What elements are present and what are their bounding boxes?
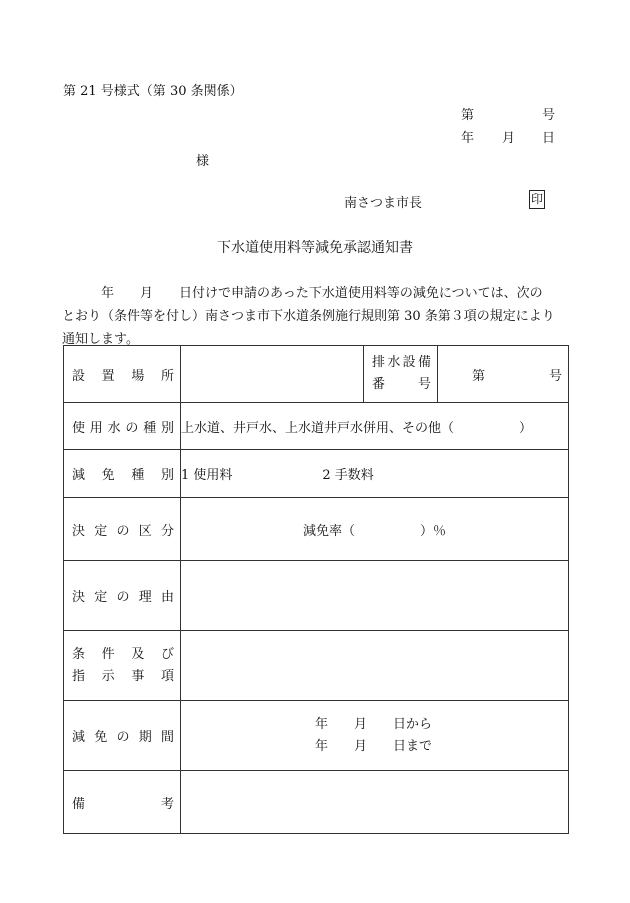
- reason-value[interactable]: [181, 561, 569, 631]
- drain-number-label: [364, 346, 438, 403]
- form-number: 第 21 号様式（第 30 条関係）: [63, 84, 243, 99]
- drain-label-line-1: 排 水 設 備: [372, 355, 431, 370]
- drain-number-prefix: 第: [472, 368, 486, 384]
- doc-number-suffix: 号: [542, 108, 556, 123]
- conditions-label-line-1: 条 件 及 び: [72, 646, 174, 662]
- drain-number-suffix: 号: [548, 368, 562, 384]
- conditions-value[interactable]: [181, 631, 569, 701]
- exemption-type-label: 減 免 種 別: [64, 450, 181, 498]
- drain-label-line-2: 番 号: [372, 377, 431, 392]
- remarks-value[interactable]: [181, 771, 569, 834]
- date-year: 年: [461, 131, 475, 146]
- location-value[interactable]: [181, 346, 364, 403]
- row-decision: [64, 498, 569, 561]
- addressee-suffix: 様: [196, 154, 210, 169]
- body-line-3: 通知します。: [62, 332, 139, 347]
- body-text: [62, 282, 570, 351]
- reason-label: 決 定 の 理 由: [64, 561, 181, 631]
- doc-number-prefix: 第: [461, 108, 475, 123]
- row-exemption-type: [64, 450, 569, 498]
- drain-number-value[interactable]: [438, 346, 569, 403]
- exemption-type-value[interactable]: [181, 450, 569, 498]
- conditions-label-line-2: 指 示 事 項: [72, 668, 174, 684]
- date-day: 日: [542, 131, 556, 146]
- row-remarks: [64, 771, 569, 834]
- conditions-label: [64, 631, 181, 701]
- row-location: [64, 346, 569, 403]
- body-line-1: 年 月 日付けで申請のあった下水道使用料等の減免については、次の: [62, 286, 543, 301]
- water-type-value[interactable]: 上水道、井戸水、上水道井戸水併用、その他（ ）: [181, 403, 569, 450]
- decision-value[interactable]: 減免率（ ）％: [181, 498, 569, 561]
- location-label-chars: 設 置 場 所: [72, 368, 174, 384]
- location-label: [64, 346, 181, 403]
- period-label: 減 免 の 期 間: [64, 701, 181, 771]
- issuer-name: 南さつま市長: [344, 196, 423, 211]
- period-to: 年 月 日まで: [315, 738, 433, 754]
- remarks-label: 備 考: [64, 771, 181, 834]
- body-line-2: とおり（条件等を付し）南さつま市下水道条例施行規則第 30 条第３項の規定により: [62, 309, 555, 324]
- row-period: [64, 701, 569, 771]
- row-conditions: [64, 631, 569, 701]
- exemption-option-handling-fee[interactable]: 2 手数料: [322, 468, 374, 483]
- document-title: 下水道使用料等減免承認通知書: [217, 240, 413, 256]
- row-reason: [64, 561, 569, 631]
- exemption-table: [63, 345, 569, 834]
- decision-label: 決 定 の 区 分: [64, 498, 181, 561]
- exemption-option-usage-fee[interactable]: 1 使用料: [181, 468, 233, 483]
- seal-mark: 印: [529, 190, 545, 209]
- water-type-label: 使 用 水 の 種 別: [64, 403, 181, 450]
- date-month: 月: [502, 131, 516, 146]
- period-value[interactable]: [181, 701, 569, 771]
- period-from: 年 月 日から: [315, 716, 433, 732]
- row-water-type: [64, 403, 569, 450]
